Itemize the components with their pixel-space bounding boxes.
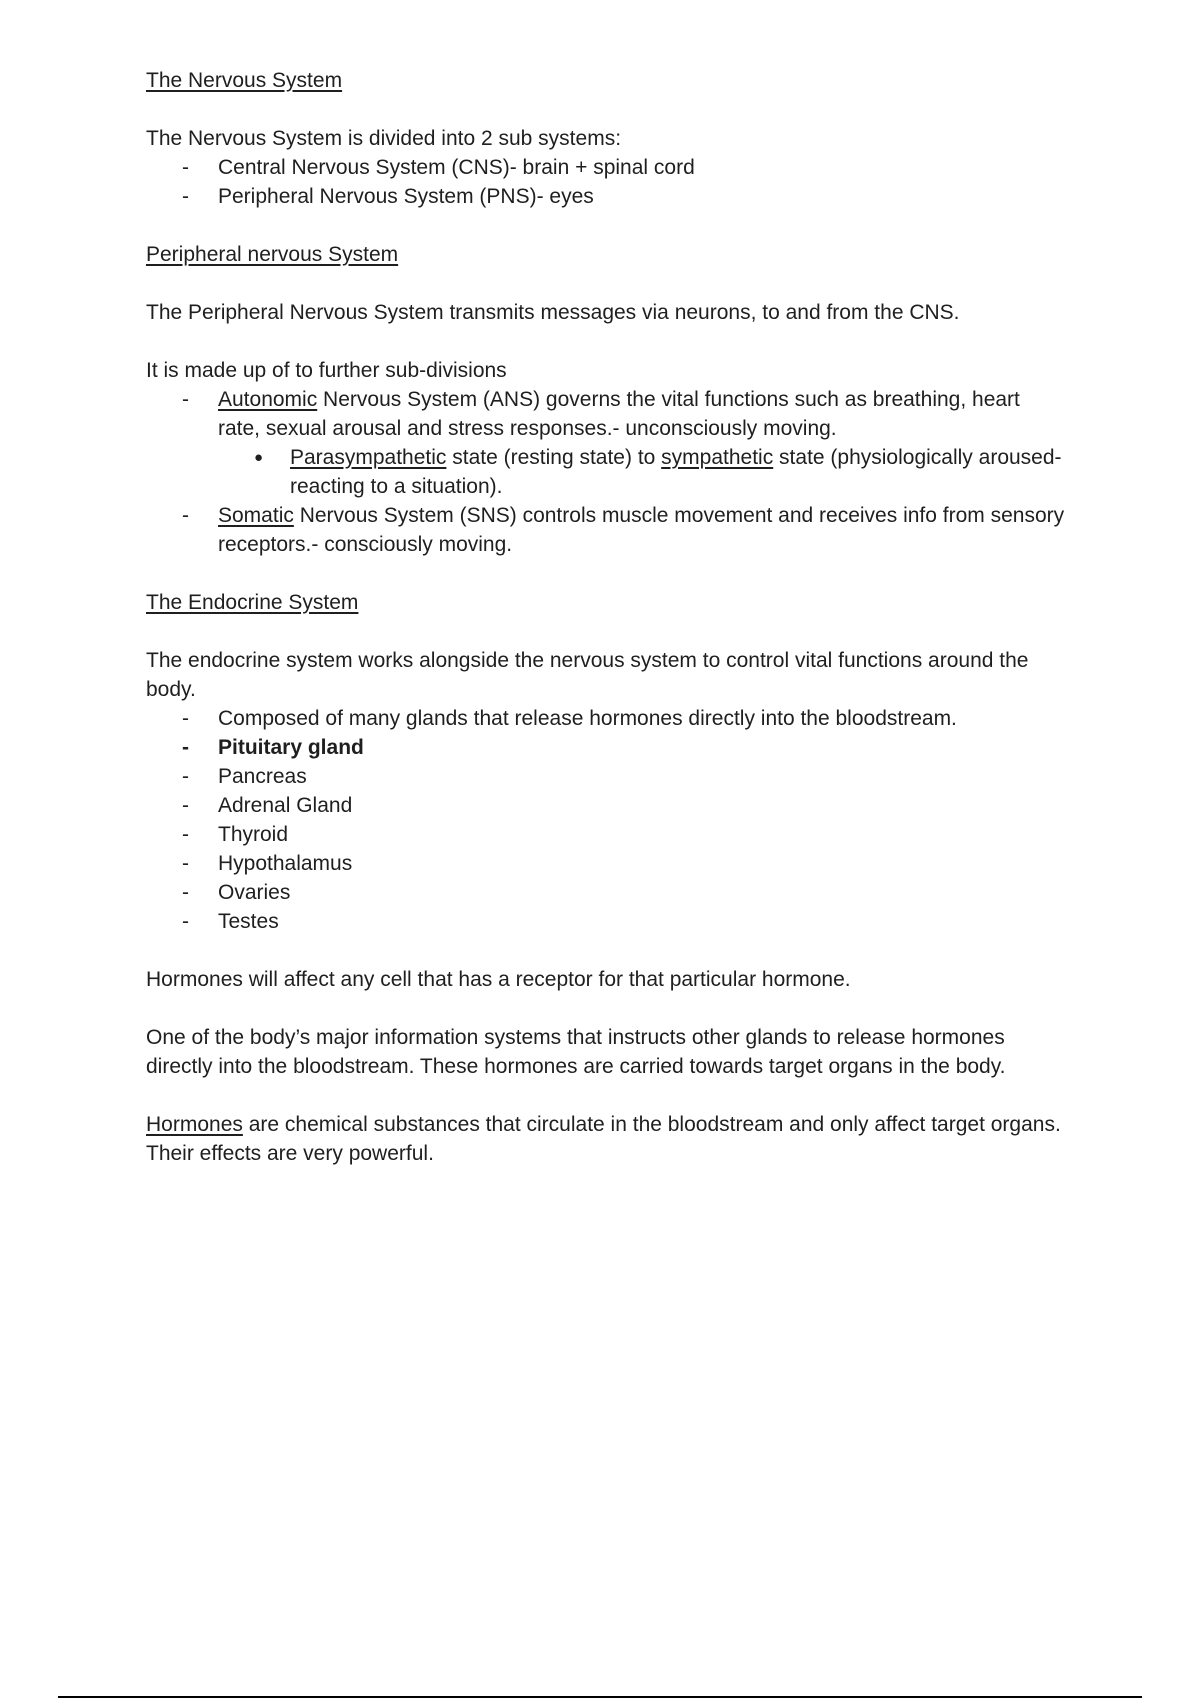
nervous-subsystems-list [146,153,1066,211]
list-item: - Hypothalamus [146,849,1066,878]
bullet-dot-icon: ● [254,449,264,466]
dash-marker: - [182,736,189,759]
pns-intro: The Peripheral Nervous System transmits messages via neurons, to and from the CNS. [146,301,960,324]
information-systems-paragraph: One of the body’s major information systems that instructs other glands to release hormones directly into the bloodstream. These hormones are carried towards target organs in the body. [146,1026,1006,1078]
term-parasympathetic: Parasympathetic [290,446,447,469]
heading-endocrine-system: The Endocrine System [146,591,359,614]
term-autonomic: Autonomic [218,388,318,411]
endocrine-intro: The endocrine system works alongside the nervous system to control vital functions around the body. [146,649,1029,701]
list-item: - Composed of many glands that release hormones directly into the bloodstream. [146,704,1066,733]
list-item: - Thyroid [146,820,1066,849]
heading-peripheral-nervous-system: Peripheral nervous System [146,243,399,266]
list-item-ans: - Autonomic Nervous System (ANS) governs the vital functions such as breathing, heart rate, sexual arousal and stress responses.- unconsciously moving. ● Parasympathetic state (resting state) to sympathetic state (physiologically aroused- reacting to a situation). [146,385,1066,501]
dash-marker: - [182,852,189,875]
term-sympathetic: sympathetic [661,446,774,469]
list-item: - Testes [146,907,1066,936]
ans-bullet-list [146,443,1066,501]
list-item: ● Parasympathetic state (resting state) to sympathetic state (physiologically aroused- reacting to a situation). [146,443,1066,501]
document-page [146,66,1066,1168]
dash-marker: - [182,881,189,904]
term-somatic: Somatic [218,504,294,527]
list-item: - Central Nervous System (CNS)- brain + spinal cord [146,153,1066,182]
dash-marker: - [182,504,189,527]
dash-marker: - [182,156,189,179]
dash-marker: - [182,910,189,933]
page-bottom-rule [58,1696,1142,1698]
pns-subdivisions-list [146,385,1066,559]
list-item: - Pituitary gland [146,733,1066,762]
heading-nervous-system: The Nervous System [146,69,343,92]
list-item: - Ovaries [146,878,1066,907]
term-hormones: Hormones [146,1113,243,1136]
hormones-definition-paragraph: Hormones are chemical substances that circulate in the bloodstream and only affect target organs. Their effects are very powerful. [146,1113,1061,1165]
list-item-sns: - Somatic Nervous System (SNS) controls muscle movement and receives info from sensory receptors.- consciously moving. [146,501,1066,559]
pns-subdivisions-intro: It is made up of to further sub-divisions [146,359,507,382]
dash-marker: - [182,707,189,730]
list-item: - Pancreas [146,762,1066,791]
nervous-intro: The Nervous System is divided into 2 sub systems: [146,127,622,150]
list-item: - Peripheral Nervous System (PNS)- eyes [146,182,1066,211]
dash-marker: - [182,185,189,208]
list-item: - Adrenal Gland [146,791,1066,820]
dash-marker: - [182,765,189,788]
dash-marker: - [182,388,189,411]
dash-marker: - [182,794,189,817]
dash-marker: - [182,823,189,846]
hormones-receptor-paragraph: Hormones will affect any cell that has a receptor for that particular hormone. [146,968,851,991]
glands-list [146,704,1066,936]
